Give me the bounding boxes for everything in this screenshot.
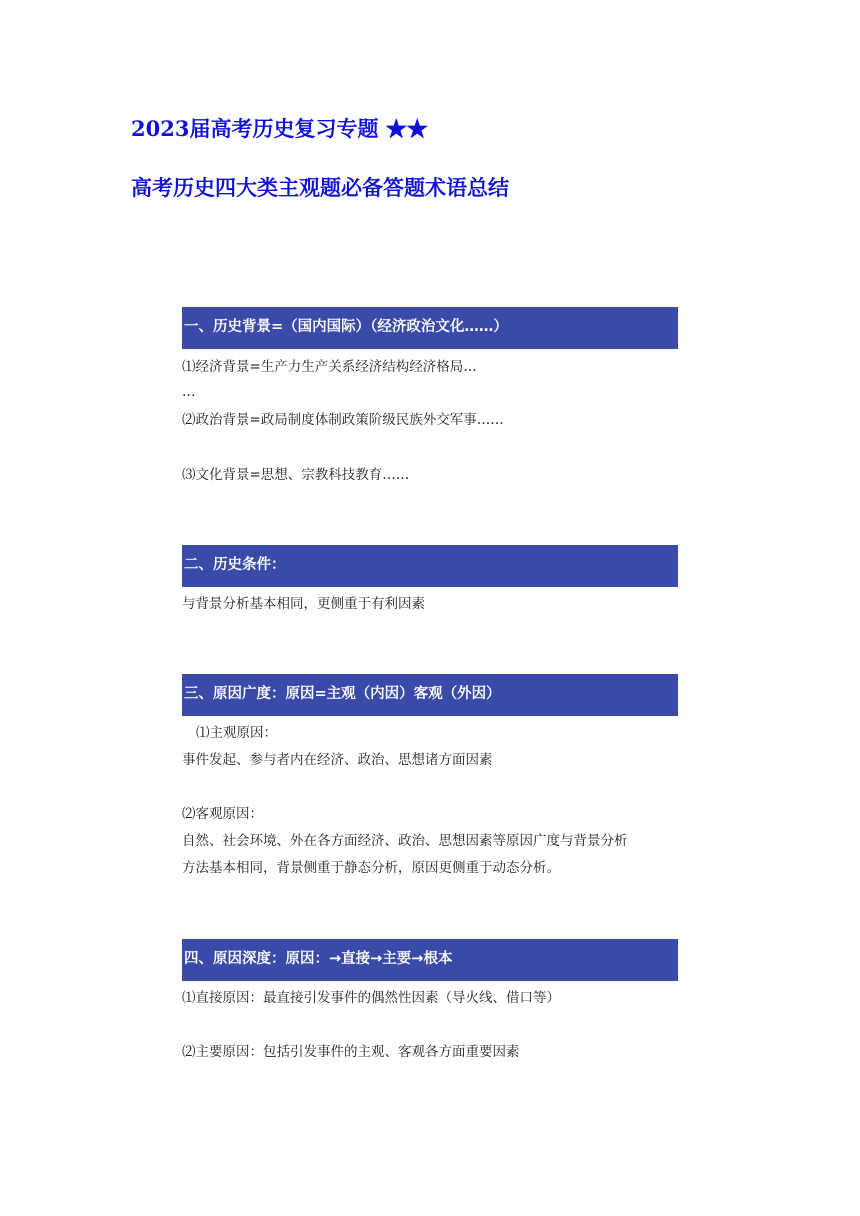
- section-3-line-5: 方法基本相同，背景侧重于静态分析，原因更侧重于动态分析。: [182, 860, 560, 876]
- section-4-line-2: ⑵主要原因：包括引发事件的主观、客观各方面重要因素: [182, 1044, 520, 1060]
- section-1-line-4: ⑶文化背景=思想、宗教科技教育……: [182, 467, 410, 483]
- section-3-heading-text: 三、原因广度：原因=主观（内因）客观（外因）: [184, 685, 501, 702]
- section-1-heading-text: 一、历史背景=（国内国际）（经济政治文化……）: [184, 318, 508, 335]
- section-3-line-3: ⑵客观原因：: [182, 806, 263, 822]
- section-2-heading-text: 二、历史条件：: [184, 556, 286, 573]
- section-3-heading: [182, 674, 678, 716]
- section-3-line-2: 事件发起、参与者内在经济、政治、思想诸方面因素: [182, 752, 493, 768]
- section-4-heading: [182, 939, 678, 981]
- section-1-line-2: …: [182, 384, 196, 400]
- section-3-line-1: ⑴主观原因：: [196, 725, 277, 741]
- section-1-line-1: ⑴经济背景=生产力生产关系经济结构经济格局…: [182, 359, 477, 375]
- doc-title-line2: 高考历史四大类主观题必备答题术语总结: [131, 175, 509, 200]
- section-2-line-1: 与背景分析基本相同，更侧重于有利因素: [182, 596, 425, 612]
- section-3-line-4: 自然、社会环境、外在各方面经济、政治、思想因素等原因广度与背景分析: [182, 833, 628, 849]
- section-2-heading: [182, 545, 678, 587]
- section-4-heading-text: 四、原因深度：原因：→直接→主要→根本: [184, 950, 453, 967]
- section-1-line-3: ⑵政治背景=政局制度体制政策阶级民族外交军事……: [182, 412, 504, 428]
- section-4-line-1: ⑴直接原因：最直接引发事件的偶然性因素（导火线、借口等）: [182, 990, 560, 1006]
- doc-title-line1: 2023届高考历史复习专题 ★★: [131, 116, 428, 141]
- section-1-heading: [182, 307, 678, 349]
